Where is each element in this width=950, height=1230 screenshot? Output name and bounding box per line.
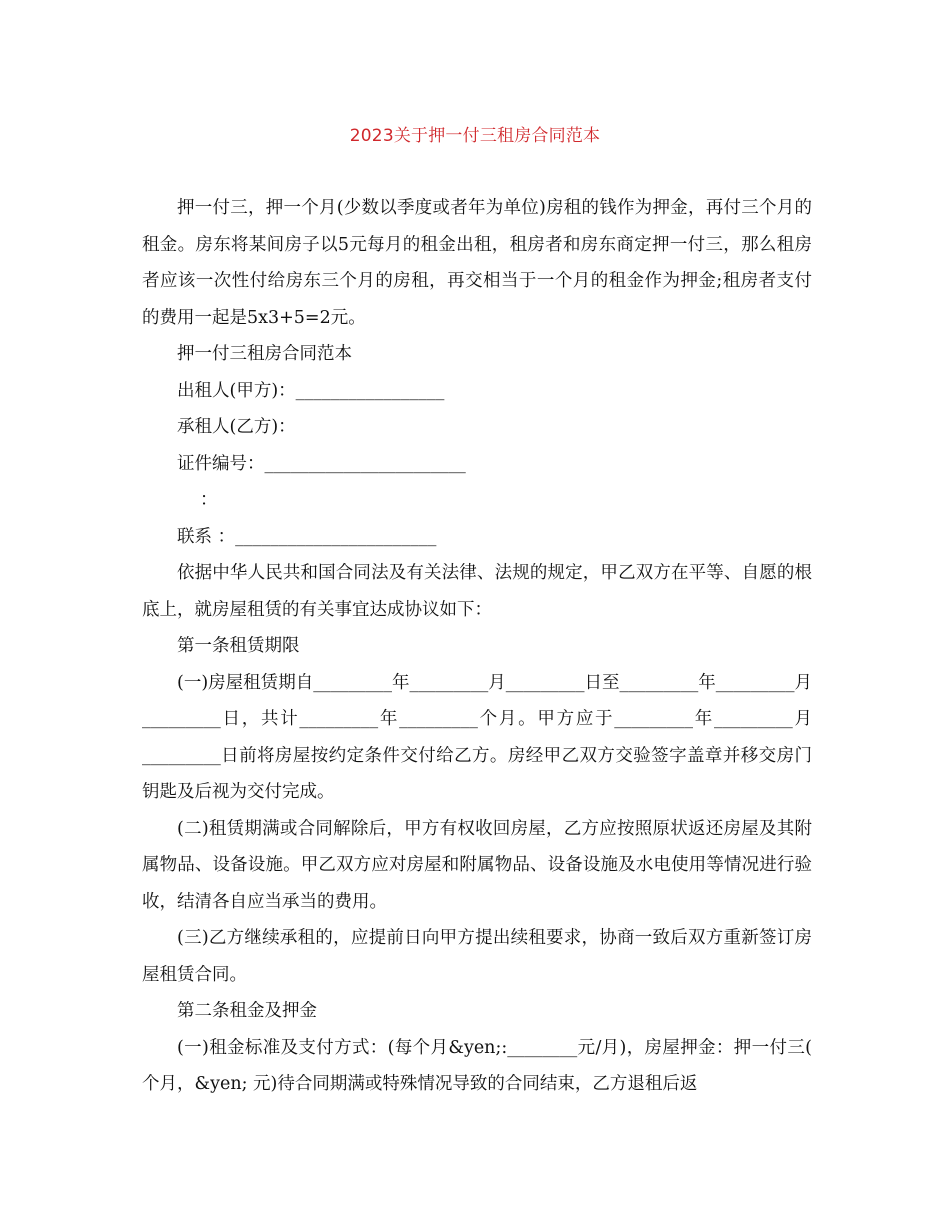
article-2-heading: 第二条租金及押金 [177, 1001, 317, 1021]
article-1-heading: 第一条租赁期限 [177, 636, 300, 656]
intro-paragraph: 押一付三，押一个月(少数以季度或者年为单位)房租的钱作为押金，再付三个月的租金。房东将某间房子以5元每月的租金出租，租房者和房东商定押一付三，那么租房者应该一次性付给房东三个月的房租，再交相当于一个月的租金作为押金;租房者支付的费用一起是5x3+5=2元。 [142, 198, 812, 328]
contact-field: 联系 ：_______________________ [177, 526, 437, 547]
document-body [142, 190, 812, 1103]
article-1-clause-2: (二)租赁期满或合同解除后，甲方有权收回房屋，乙方应按照原状返还房屋及其附属物品、设备设施。甲乙双方应对房屋和附属物品、设备设施及水电使用等情况进行验收，结清各自应当承当的费用。 [142, 818, 812, 912]
lessor-field: 出租人(甲方)：_________________ [177, 380, 445, 401]
article-1-clause-3: (三)乙方继续承租的，应提前日向甲方提出续租要求，协商一致后双方重新签订房屋租赁合同。 [142, 928, 812, 985]
article-2-clause-1: (一)租金标准及支付方式：(每个月&yen;:________元/月)，房屋押金：押一付三( 个月，&yen; 元)待合同期满或特殊情况导致的合同结束，乙方退租后返 [142, 1037, 812, 1094]
sample-heading: 押一付三租房合同范本 [177, 344, 352, 364]
id-number-field: 证件编号：_______________________ [177, 453, 466, 474]
basis-paragraph: 依据中华人民共和国合同法及有关法律、法规的规定，甲乙双方在平等、自愿的根底上，就房屋租赁的有关事宜达成协议如下： [142, 563, 812, 620]
blank-field: ： [200, 490, 218, 510]
lessee-field: 承租人(乙方)： [177, 417, 296, 437]
article-1-clause-1: (一)房屋租赁期自_________年_________月_________日至_________年_________月_________日，共计_________年_________个月。甲方应于_________年_________月_________日前将房屋按约定条件交付给乙方。房经甲乙双方交验签字盖章并移交房门钥匙及后视为交付完成。 [142, 672, 812, 802]
document-title: 2023关于押一付三租房合同范本 [349, 126, 601, 146]
